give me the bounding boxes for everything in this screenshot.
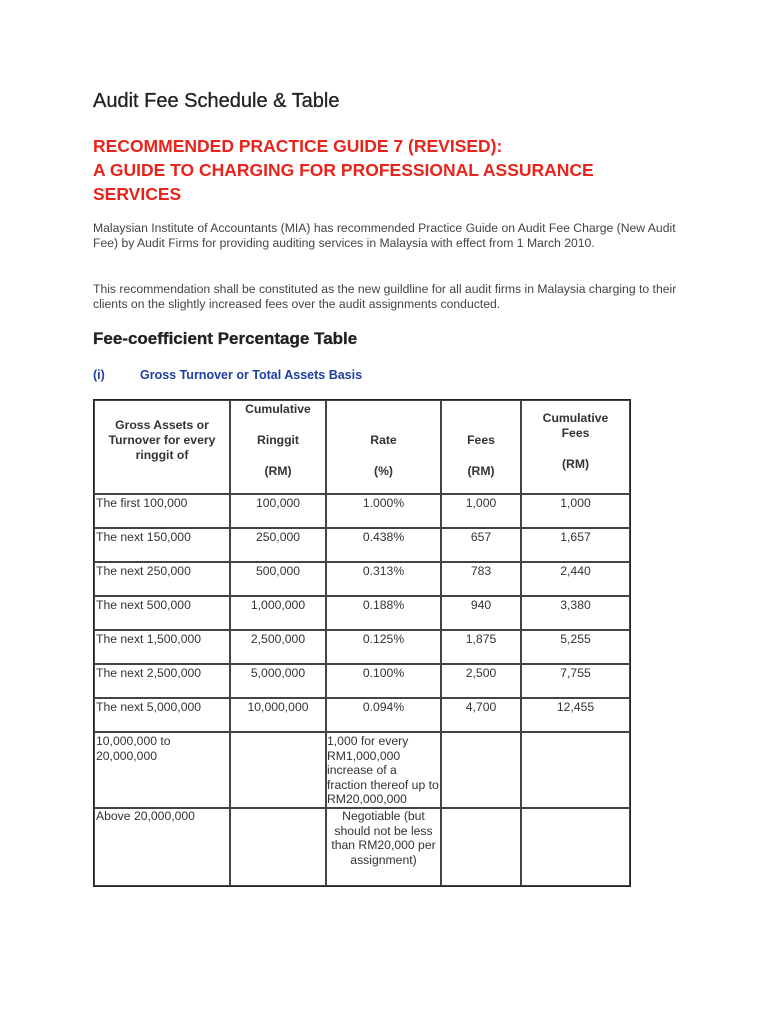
fees-cell: 940	[441, 596, 521, 630]
fees-cell: 4,700	[441, 698, 521, 732]
cumfees-cell: 7,755	[521, 664, 630, 698]
rate-cell: 0.188%	[326, 596, 441, 630]
cum-cell: 5,000,000	[230, 664, 326, 698]
section-heading: Fee-coefficient Percentage Table	[93, 329, 358, 348]
cum-cell: 2,500,000	[230, 630, 326, 664]
rate-cell: 0.125%	[326, 630, 441, 664]
cumfees-cell: 5,255	[521, 630, 630, 664]
table-row	[94, 562, 630, 596]
rate-cell: 0.313%	[326, 562, 441, 596]
guideline-paragraph: This recommendation shall be constituted as the new guildline for all audit firms in Malaysia charging to their clients on the slightly increased fees over the audit assignments conducted.	[93, 282, 677, 311]
cumfees-cell: 1,657	[521, 528, 630, 562]
fees-cell	[441, 732, 521, 808]
table-row	[94, 494, 630, 528]
band-cell: The next 2,500,000	[94, 664, 230, 698]
rate-cell: 1,000 for every RM1,000,000 increase of a fraction thereof up to RM20,000,000	[326, 732, 441, 808]
cum-cell: 10,000,000	[230, 698, 326, 732]
table-row	[94, 732, 630, 808]
cum-cell	[230, 732, 326, 808]
fees-cell: 657	[441, 528, 521, 562]
fees-cell: 783	[441, 562, 521, 596]
table-row	[94, 698, 630, 732]
cumfees-cell: 3,380	[521, 596, 630, 630]
header-gross-assets: Gross Assets or Turnover for every ringgit of	[94, 400, 230, 494]
band-cell: Above 20,000,000	[94, 808, 230, 886]
band-cell: 10,000,000 to 20,000,000	[94, 732, 230, 808]
table-row	[94, 664, 630, 698]
fees-cell: 1,000	[441, 494, 521, 528]
table-row	[94, 808, 630, 886]
rate-cell: Negotiable (but should not be less than RM20,000 per assignment)	[326, 808, 441, 886]
header-fees: Fees (RM)	[441, 400, 521, 494]
table-row	[94, 528, 630, 562]
basis-label	[93, 368, 362, 382]
band-cell: The next 250,000	[94, 562, 230, 596]
cum-cell	[230, 808, 326, 886]
table-row	[94, 596, 630, 630]
guide-heading-line1: RECOMMENDED PRACTICE GUIDE 7 (REVISED):	[93, 136, 503, 156]
cumfees-cell	[521, 732, 630, 808]
basis-number: (i)	[93, 368, 105, 382]
band-cell: The first 100,000	[94, 494, 230, 528]
header-cumulative-fees: Cumulative Fees (RM)	[521, 400, 630, 494]
fee-table	[93, 399, 631, 887]
cumfees-cell: 12,455	[521, 698, 630, 732]
band-cell: The next 500,000	[94, 596, 230, 630]
rate-cell: 0.438%	[326, 528, 441, 562]
cumfees-cell: 2,440	[521, 562, 630, 596]
cumfees-cell: 1,000	[521, 494, 630, 528]
intro-paragraph: Malaysian Institute of Accountants (MIA) has recommended Practice Guide on Audit Fee Charge (New Audit Fee) by Audit Firms for providing auditing services in Malaysia with effect from 1 March 2010.	[93, 221, 676, 250]
table-header-row	[94, 400, 630, 494]
guide-heading	[93, 134, 653, 206]
rate-cell: 1.000%	[326, 494, 441, 528]
rate-cell: 0.094%	[326, 698, 441, 732]
band-cell: The next 1,500,000	[94, 630, 230, 664]
cum-cell: 500,000	[230, 562, 326, 596]
cumfees-cell	[521, 808, 630, 886]
table-row	[94, 630, 630, 664]
basis-text: Gross Turnover or Total Assets Basis	[140, 368, 363, 382]
page-title: Audit Fee Schedule & Table	[93, 90, 340, 112]
header-rate: Rate (%)	[326, 400, 441, 494]
rate-cell: 0.100%	[326, 664, 441, 698]
fees-cell: 1,875	[441, 630, 521, 664]
fees-cell: 2,500	[441, 664, 521, 698]
band-cell: The next 5,000,000	[94, 698, 230, 732]
cum-cell: 250,000	[230, 528, 326, 562]
band-cell: The next 150,000	[94, 528, 230, 562]
cum-cell: 100,000	[230, 494, 326, 528]
fees-cell	[441, 808, 521, 886]
cum-cell: 1,000,000	[230, 596, 326, 630]
header-cumulative-ringgit: Cumulative Ringgit (RM)	[230, 400, 326, 494]
guide-heading-line2: A GUIDE TO CHARGING FOR PROFESSIONAL ASSURANCE SERVICES	[93, 160, 594, 204]
